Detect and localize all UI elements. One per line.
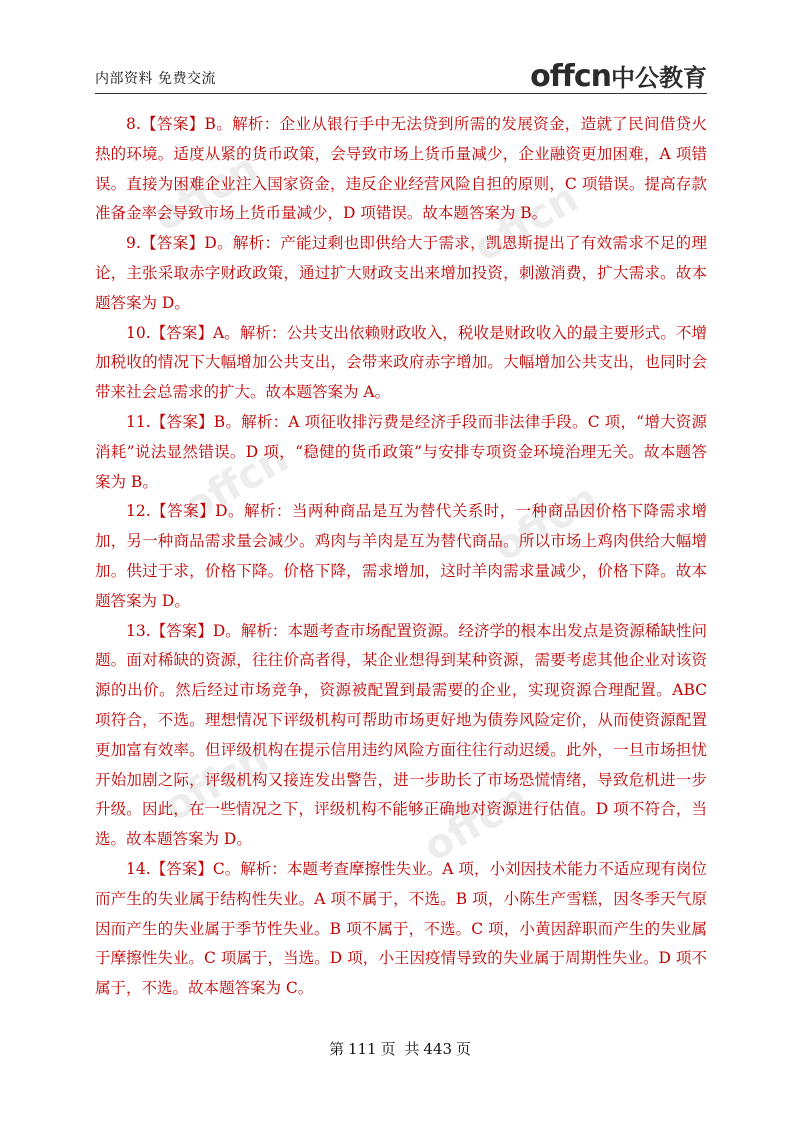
page-suffix: 页: [380, 1040, 396, 1058]
watermark: offcn: [416, 775, 537, 871]
total-prefix: 共: [404, 1040, 420, 1058]
total-suffix: 页: [456, 1040, 472, 1058]
answer-paragraph-12: 12.【答案】D。解析：当两种商品是互为替代关系时，一种商品因价格下降需求增加，另一种商品需求量会减少。鸡肉与羊肉是互为替代商品。所以市场上鸡肉供给大幅增加。供过于求，价格下降。价格下降，需求增加，这时羊肉需求量减少，价格下降。故本题答案为 D。: [95, 502, 707, 610]
watermark: offcn: [156, 735, 277, 831]
answer-content: [95, 110, 707, 1004]
page-header: [95, 59, 707, 94]
page-number: 111: [347, 1040, 377, 1058]
answer-paragraph-13: 13.【答案】D。解析：本题考查市场配置资源。经济学的根本出发点是资源稀缺性问题。面对稀缺的资源，往往价高者得，某企业想得到某种资源，需要考虑其他企业对该资源的出价。然后经过市场竞争，资源被配置到最需要的企业，实现资源合理配置。ABC 项符合，不选。理想情况下评级机构可帮助市场更好地为债券风险定价，从而使资源配置更加富有效率。但评级机构在提示信用违约风险方面往往行动迟缓。此外，一旦市场担忧开始加剧之际，评级机构又接连发出警告，进一步助长了市场恐慌情绪，导致危机进一步升级。因此，在一些情况之下，评级机构不能够正确地对资源进行估值。D 项不符合，当选。故本题答案为 D。: [95, 621, 707, 849]
logo-latin-text: offcn: [530, 59, 611, 94]
page-prefix: 第: [328, 1040, 344, 1058]
answer-paragraph-10: 10.【答案】A。解析：公共支出依赖财政收入，税收是财政收入的最主要形式。不增加税收的情况下大幅增加公共支出，会带来政府赤字增加。大幅增加公共支出，也同时会带来社会总需求的扩大。故本题答案为 A。: [95, 323, 707, 402]
header-divider: [95, 93, 707, 94]
header-label: 内部资料 免费交流: [95, 71, 216, 87]
logo-cjk-text: 中公教育: [611, 64, 707, 92]
answer-paragraph-11: 11.【答案】B。解析：A 项征收排污费是经济手段而非法律手段。C 项，“增大资源消耗”说法显然错误。D 项，“稳健的货币政策”与安排专项资金环境治理无关。故本题答案为 B。: [95, 412, 707, 491]
watermark: offcn: [176, 435, 297, 531]
watermark: offcn: [486, 475, 607, 571]
total-pages: 443: [423, 1040, 453, 1058]
watermark: offcn: [466, 175, 587, 271]
page-footer: [0, 1038, 800, 1059]
answer-paragraph-14: 14.【答案】C。解析：本题考查摩擦性失业。A 项，小刘因技术能力不适应现有岗位而产生的失业属于结构性失业。A 项不属于，不选。B 项，小陈生产雪糕，因冬季天气原因而产生的失业属于季节性失业。B 项不属于，不选。C 项，小黄因辞职而产生的失业属于摩擦性失业。C 项属于，当选。D 项，小王因疫情导致的失业属于周期性失业。D 项不属于，不选。故本题答案为 C。: [95, 859, 707, 998]
watermark: offcn: [146, 145, 267, 241]
answer-paragraph-9: 9.【答案】D。解析：产能过剩也即供给大于需求，凯恩斯提出了有效需求不足的理论，主张采取赤字财政政策，通过扩大财政支出来增加投资，刺激消费，扩大需求。故本题答案为 D。: [95, 234, 707, 312]
offcn-logo: [530, 59, 707, 94]
answer-paragraph-8: 8.【答案】B。解析：企业从银行手中无法贷到所需的发展资金，造就了民间借贷火热的环境。适度从紧的货币政策，会导致市场上货币量减少，企业融资更加困难，A 项错误。直接为困难企业注入国家资金，违反企业经营风险自担的原则，C 项错误。提高存款准备金率会导致市场上货币量减少，D 项错误。故本题答案为 B。: [95, 115, 707, 223]
